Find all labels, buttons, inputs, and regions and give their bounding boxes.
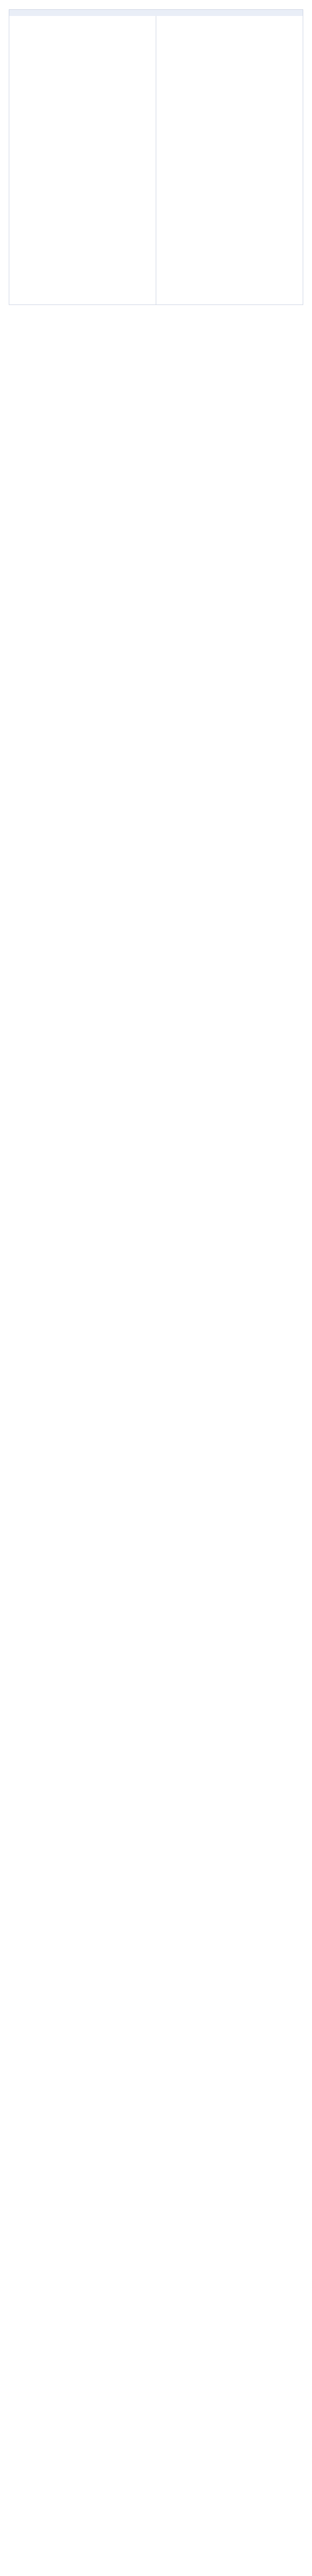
comparison-block (9, 9, 303, 305)
left-column (9, 16, 156, 304)
left-header (9, 10, 156, 16)
table-header (9, 10, 303, 16)
right-header (156, 10, 303, 16)
right-column (156, 16, 303, 304)
table-body (9, 16, 303, 304)
